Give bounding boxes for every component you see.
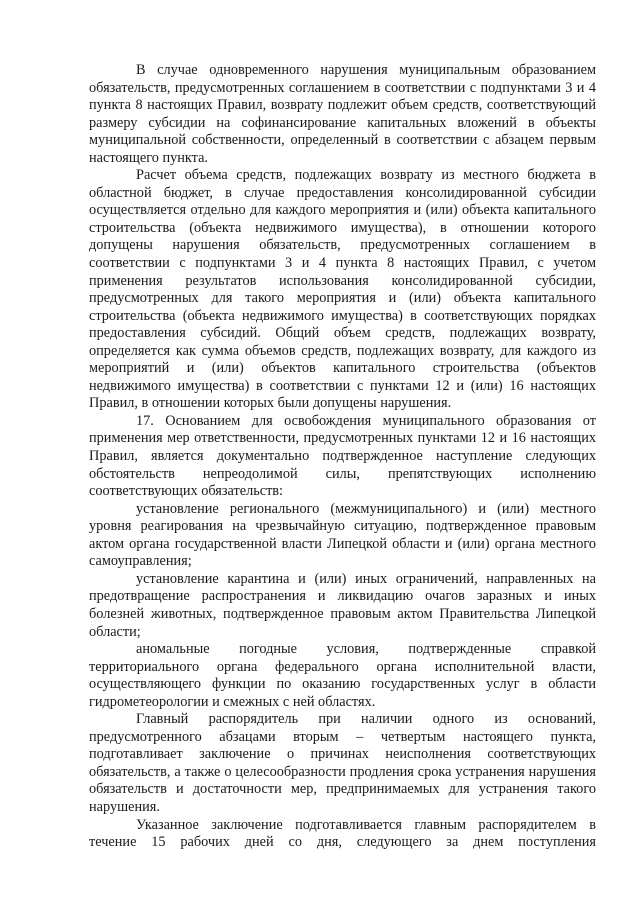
paragraph-emergency-response: установление регионального (межмуниципального) и (или) местного уровня реагирования на чрезвычайную ситуацию, подтвержденное правовым актом органа государственной власти Липецкой области и (или) органа местного самоуправления; (89, 500, 596, 570)
paragraph-chief-administrator: Главный распорядитель при наличии одного из оснований, предусмотренного абзацами вторым – четвертым настоящего пункта, подготавливает заключение о причинах неисполнения соответствующих обязательств, а также о целесообразности продления срока устранения нарушения обязательств и достаточности мер, предпринимаемых для устранения такого нарушения. (89, 711, 596, 815)
paragraph-conclusion-deadline: Указанное заключение подготавливается главным распорядителем в течение 15 рабочих дней со дня, следующего за днем поступления (89, 816, 596, 851)
document-page (89, 62, 596, 852)
paragraph-quarantine: установление карантина и (или) иных ограничений, направленных на предотвращение распространения и ликвидацию очагов заразных и иных болезней животных, подтвержденное правовым актом Правительства Липецкой области; (89, 570, 596, 640)
paragraph-refund-calculation: Расчет объема средств, подлежащих возврату из местного бюджета в областной бюджет, в случае предоставления консолидированной субсидии осуществляется отдельно для каждого мероприятия и (или) объекта капитального строительства (объекта недвижимого имущества), в отношении которого допущены нарушения обязательств, предусмотренных соглашением в соответствии с подпунктами 3 и 4 пункта 8 настоящих Правил, с учетом применения результатов использования консолидированной субсидии, предусмотренных для такого мероприятия и (или) объекта капитального строительства (объекта недвижимого имущества) в соответствующих порядках предоставления субсидий. Общий объем средств, подлежащих возврату, определяется как сумма объемов средств, подлежащих возврату, для каждого из мероприятий и (или) объектов капитального строительства (объектов недвижимого имущества) в соответствии с пунктами 12 и (или) 16 настоящих Правил, в отношении которых были допущены нарушения. (89, 167, 596, 412)
paragraph-weather-conditions: аномальные погодные условия, подтвержденные справкой территориального органа федерального органа исполнительной власти, осуществляющего функции по оказанию государственных услуг в области гидрометеорологии и смежных с ней областях. (89, 641, 596, 710)
paragraph-item-17: 17. Основанием для освобождения муниципального образования от применения мер ответственности, предусмотренных пунктами 12 и 16 настоящих Правил, является документально подтвержденное наступление следующих обстоятельств непреодолимой силы, препятствующих исполнению соответствующих обязательств: (89, 412, 596, 500)
paragraph-simultaneous-violation: В случае одновременного нарушения муниципальным образованием обязательств, предусмотренных соглашением в соответствии с подпунктами 3 и 4 пункта 8 настоящих Правил, возврату подлежит объем средств, соответствующий размеру субсидии на софинансирование капитальных вложений в объекты муниципальной собственности, определенный в соответствии с абзацем первым настоящего пункта. (89, 62, 596, 166)
